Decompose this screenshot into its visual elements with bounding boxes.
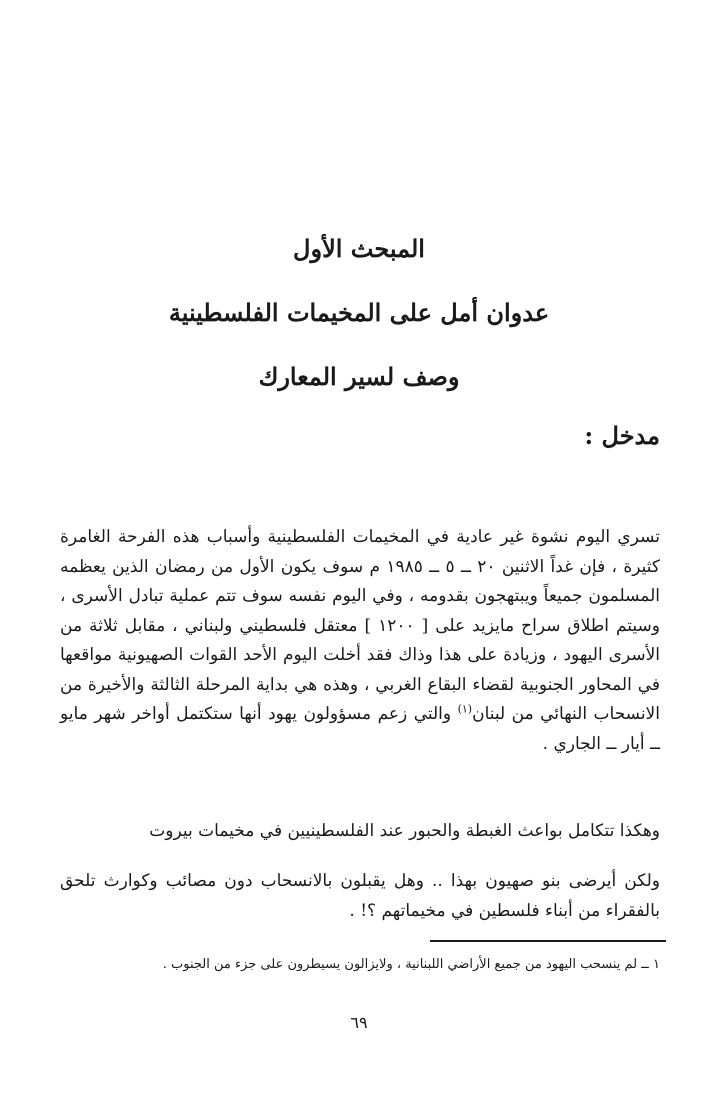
chapter-heading: المبحث الأول [293, 234, 425, 263]
page-number: ٦٩ [350, 1013, 368, 1032]
paragraph-intro [60, 523, 660, 759]
footnote-text: ١ ــ لم ينسحب اليهود من جميع الأراضي اللبنانية ، ولايزالون يسيطرون على جزء من الجنوب . [162, 957, 660, 972]
chapter-title: عدوان أمل على المخيمات الفلسطينية [168, 298, 550, 327]
footnote-divider [430, 940, 666, 942]
paragraph-intro-continuation: والتي زعم مسؤولون يهود أنها ستكتمل أواخر شهر مايو ــ أيار ــ الجاري . [60, 704, 660, 754]
chapter-subtitle: وصف لسير المعارك [258, 362, 460, 391]
paragraph-joy: وهكذا تتكامل بواعث الغبطة والحبور عند الفلسطينيين في مخيمات بيروت [149, 821, 660, 841]
paragraph-intro-text: تسري اليوم نشوة غير عادية في المخيمات الفلسطينية وأسباب هذه الفرحة الغامرة كثيرة ، فإن غداً الاثنين ٢٠ ــ ٥ ــ ١٩٨٥ م سوف يكون الأول من رمضان الذين يعظمه المسلمون جميعاً ويبتهجون بقدومه ، وفي اليوم نفسه سوف تتم عملية تبادل الأسرى ، وسيتم اطلاق سراح مايزيد على [ ١٢٠٠ ] معتقل فلسطيني ولبناني ، مقابل ثلاثة من الأسرى اليهود ، وزيادة على هذا وذاك فقد أخلت اليوم الأحد القوات الصهيونية مواقعها في المحاور الجنوبية لقضاء البقاع الغربي ، وهذه هي بداية المرحلة الثالثة والأخيرة من الانسحاب النهائي من لبنان [60, 527, 661, 724]
footnote-marker: (١) [457, 702, 473, 716]
paragraph-question: ولكن أيرضى بنو صهيون بهذا .. وهل يقبلون بالانسحاب دون مصائب وكوارث تلحق بالفقراء من أبناء فلسطين في مخيماتهم ؟! . [60, 871, 660, 921]
section-label-introduction: مدخل : [584, 421, 660, 450]
